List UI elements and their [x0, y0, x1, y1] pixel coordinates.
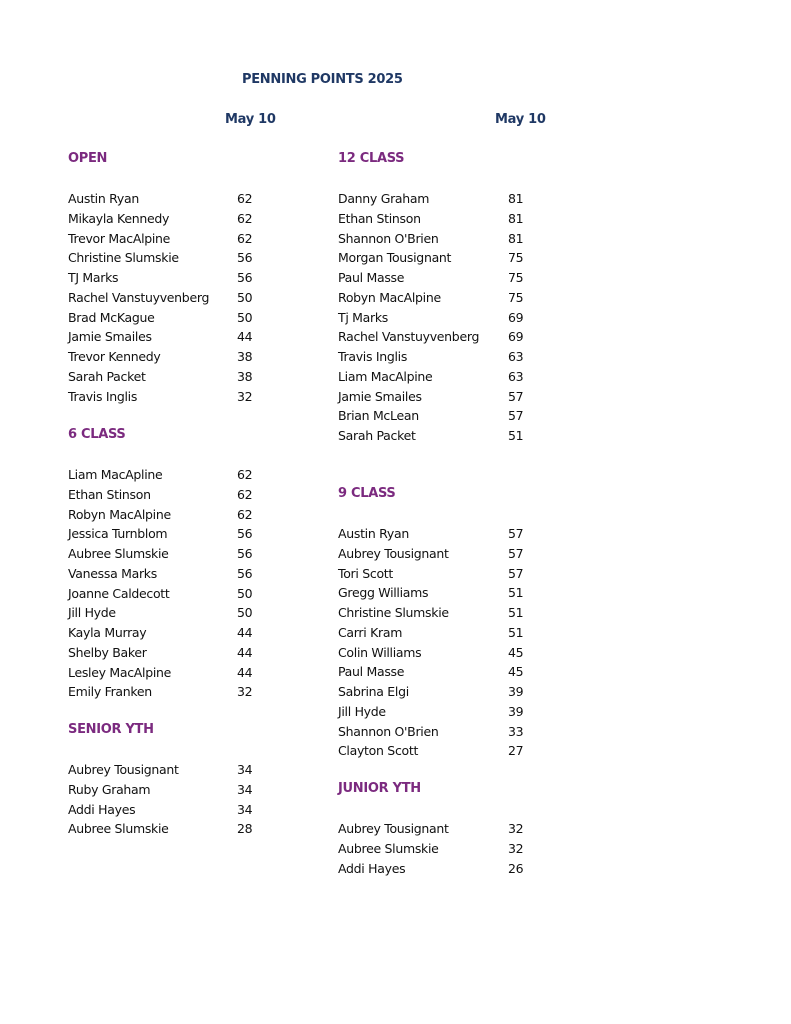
competitor-name: Sarah Packet [68, 368, 146, 384]
result-row [338, 623, 538, 643]
date-header-left: May 10 [225, 112, 276, 127]
competitor-name: Jamie Smailes [338, 388, 422, 404]
competitor-name: Ethan Stinson [338, 210, 421, 226]
competitor-name: Austin Ryan [338, 526, 409, 541]
result-row [338, 387, 538, 407]
competitor-name: Aubrey Tousignant [68, 762, 179, 777]
competitor-name: Aubree Slumskie [68, 546, 169, 561]
result-row [68, 524, 268, 544]
points-value: 39 [508, 684, 524, 699]
points-value: 57 [508, 408, 524, 424]
result-row [338, 603, 538, 623]
points-value: 34 [237, 801, 253, 817]
points-value: 56 [237, 250, 253, 266]
result-row [338, 268, 538, 288]
result-row [338, 722, 538, 742]
points-value: 81 [508, 210, 524, 226]
competitor-name: Shannon O'Brien [338, 723, 439, 739]
competitor-name: Liam MacApline [68, 467, 163, 482]
points-value: 62 [237, 210, 253, 226]
result-row [338, 662, 538, 682]
points-value: 44 [237, 664, 253, 680]
result-row [338, 426, 538, 446]
competitor-name: Jessica Turnblom [68, 526, 168, 542]
competitor-name: Shannon O'Brien [338, 230, 439, 246]
result-row [338, 327, 538, 347]
result-row [68, 387, 268, 407]
competitor-name: Jamie Smailes [68, 329, 152, 345]
result-row [68, 327, 268, 347]
result-row [338, 741, 538, 761]
page-title: PENNING POINTS 2025 [242, 72, 403, 87]
points-value: 26 [508, 860, 524, 876]
result-row [68, 189, 268, 209]
points-value: 45 [508, 644, 524, 660]
points-value: 62 [237, 230, 253, 246]
points-value: 75 [508, 250, 524, 266]
class9-results-list [338, 524, 538, 761]
points-value: 44 [237, 329, 253, 345]
points-value: 32 [237, 684, 253, 700]
competitor-name: Gregg Williams [338, 585, 429, 601]
points-value: 63 [508, 349, 524, 364]
competitor-name: Addi Hayes [68, 801, 136, 817]
competitor-name: Travis Inglis [68, 388, 138, 404]
competitor-name: Aubrey Tousignant [338, 821, 449, 836]
competitor-name: Tj Marks [338, 309, 389, 325]
class12-results-list [338, 189, 538, 446]
competitor-name: Colin Williams [338, 644, 422, 660]
result-row [338, 288, 538, 308]
competitor-name: Christine Slumskie [68, 250, 179, 266]
competitor-name: Brad McKague [68, 309, 155, 325]
section-heading-junior-yth: JUNIOR YTH [338, 781, 421, 796]
competitor-name: Liam MacAlpine [338, 368, 433, 384]
competitor-name: Robyn MacAlpine [68, 506, 171, 522]
result-row [68, 643, 268, 663]
competitor-name: Jill Hyde [68, 605, 116, 621]
points-value: 57 [508, 565, 524, 581]
points-value: 57 [508, 388, 524, 404]
result-row [68, 505, 268, 525]
points-value: 56 [237, 526, 253, 542]
competitor-name: Morgan Tousignant [338, 250, 452, 266]
competitor-name: Kayla Murray [68, 625, 147, 640]
result-row [338, 643, 538, 663]
points-value: 63 [508, 368, 524, 384]
competitor-name: Addi Hayes [338, 860, 406, 876]
class6-results-list [68, 465, 268, 702]
result-row [68, 465, 268, 485]
competitor-name: Paul Masse [338, 664, 405, 680]
section-heading-9-class: 9 CLASS [338, 486, 396, 501]
points-value: 34 [237, 762, 253, 777]
result-row [338, 544, 538, 564]
points-value: 44 [237, 625, 253, 640]
open-results-list [68, 189, 268, 406]
points-value: 33 [508, 723, 524, 739]
points-value: 56 [237, 270, 253, 285]
points-value: 28 [237, 821, 253, 837]
points-value: 62 [237, 486, 253, 502]
competitor-name: Vanessa Marks [68, 565, 157, 581]
result-row [338, 229, 538, 249]
points-value: 57 [508, 545, 524, 561]
date-header-right: May 10 [495, 112, 546, 127]
points-value: 32 [508, 840, 524, 856]
points-value: 38 [237, 349, 253, 364]
points-value: 34 [237, 781, 253, 797]
points-value: 75 [508, 289, 524, 305]
result-row [338, 682, 538, 702]
competitor-name: Aubrey Tousignant [338, 545, 449, 561]
points-value: 27 [508, 743, 524, 759]
result-row [338, 406, 538, 426]
result-row [68, 663, 268, 683]
points-value: 50 [237, 585, 253, 601]
result-row [68, 623, 268, 643]
points-value: 56 [237, 565, 253, 581]
points-value: 62 [237, 506, 253, 522]
points-value: 75 [508, 270, 524, 285]
points-value: 69 [508, 309, 524, 325]
points-value: 69 [508, 329, 524, 345]
result-row [68, 288, 268, 308]
points-value: 32 [237, 388, 253, 404]
points-value: 38 [237, 368, 253, 384]
competitor-name: Aubree Slumskie [338, 840, 439, 856]
result-row [68, 347, 268, 367]
competitor-name: Trevor Kennedy [68, 349, 161, 364]
points-value: 51 [508, 605, 524, 620]
competitor-name: Joanne Caldecott [68, 585, 170, 601]
points-value: 81 [508, 230, 524, 246]
competitor-name: Christine Slumskie [338, 605, 449, 620]
points-value: 44 [237, 644, 253, 660]
points-value: 51 [508, 585, 524, 601]
points-value: 81 [508, 191, 524, 206]
competitor-name: Ethan Stinson [68, 486, 151, 502]
result-row [68, 229, 268, 249]
competitor-name: Danny Graham [338, 191, 430, 206]
competitor-name: Ruby Graham [68, 781, 151, 797]
competitor-name: Brian McLean [338, 408, 419, 424]
result-row [68, 760, 268, 780]
result-row [68, 544, 268, 564]
competitor-name: Emily Franken [68, 684, 152, 700]
competitor-name: Austin Ryan [68, 191, 139, 206]
result-row [338, 819, 538, 839]
result-row [68, 564, 268, 584]
result-row [338, 209, 538, 229]
competitor-name: Aubree Slumskie [68, 821, 169, 837]
competitor-name: Paul Masse [338, 270, 405, 285]
competitor-name: Lesley MacAlpine [68, 664, 172, 680]
result-row [338, 702, 538, 722]
competitor-name: Carri Kram [338, 624, 403, 640]
result-row [338, 524, 538, 544]
result-row [68, 603, 268, 623]
result-row [68, 584, 268, 604]
competitor-name: Mikayla Kennedy [68, 210, 170, 226]
result-row [338, 859, 538, 879]
result-row [68, 367, 268, 387]
points-value: 56 [237, 546, 253, 561]
points-value: 50 [237, 289, 253, 305]
competitor-name: Rachel Vanstuyvenberg [338, 329, 480, 345]
result-row [68, 308, 268, 328]
junior-yth-results-list [338, 819, 538, 878]
competitor-name: Trevor MacAlpine [68, 230, 171, 246]
senior-yth-results-list [68, 760, 268, 839]
result-row [338, 308, 538, 328]
points-value: 51 [508, 624, 524, 640]
points-value: 39 [508, 703, 524, 719]
points-value: 32 [508, 821, 524, 836]
points-value: 50 [237, 605, 253, 621]
competitor-name: Rachel Vanstuyvenberg [68, 289, 210, 305]
points-value: 51 [508, 428, 524, 443]
result-row [68, 800, 268, 820]
result-row [338, 189, 538, 209]
result-row [68, 209, 268, 229]
section-heading-6-class: 6 CLASS [68, 427, 126, 442]
competitor-name: Clayton Scott [338, 743, 419, 759]
competitor-name: Tori Scott [338, 565, 394, 581]
competitor-name: Sarah Packet [338, 428, 416, 443]
section-heading-senior-yth: SENIOR YTH [68, 722, 154, 737]
result-row [338, 248, 538, 268]
points-value: 62 [237, 467, 253, 482]
result-row [338, 839, 538, 859]
result-row [338, 347, 538, 367]
section-heading-open: OPEN [68, 151, 108, 166]
points-value: 62 [237, 191, 253, 206]
result-row [338, 564, 538, 584]
points-value: 50 [237, 309, 253, 325]
section-heading-12-class: 12 CLASS [338, 151, 405, 166]
competitor-name: Travis Inglis [338, 349, 408, 364]
result-row [338, 583, 538, 603]
competitor-name: Jill Hyde [338, 703, 386, 719]
competitor-name: Robyn MacAlpine [338, 289, 441, 305]
competitor-name: TJ Marks [68, 270, 119, 285]
result-row [68, 780, 268, 800]
result-row [338, 367, 538, 387]
result-row [68, 819, 268, 839]
competitor-name: Sabrina Elgi [338, 684, 409, 699]
competitor-name: Shelby Baker [68, 644, 147, 660]
result-row [68, 485, 268, 505]
result-row [68, 682, 268, 702]
points-value: 57 [508, 526, 524, 541]
result-row [68, 268, 268, 288]
points-value: 45 [508, 664, 524, 680]
result-row [68, 248, 268, 268]
